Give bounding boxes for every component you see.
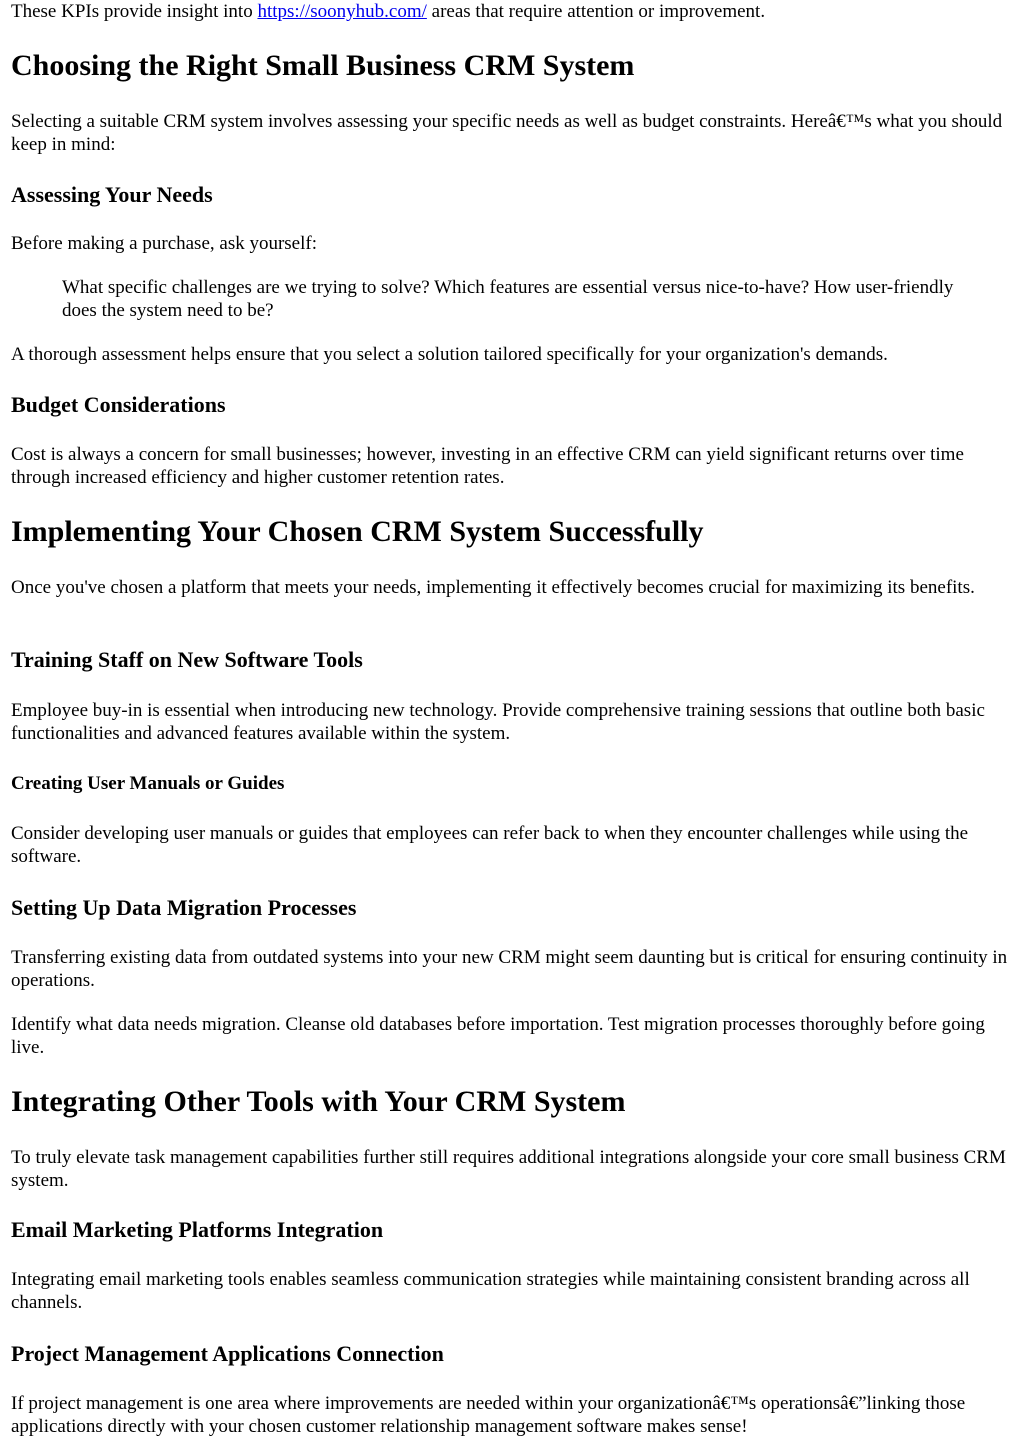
paragraph-user-manuals: Consider developing user manuals or guides that employees can refer back to when they encounter challenges while using the software. <box>11 823 969 867</box>
questions-blockquote: What specific challenges are we trying to solve? Which features are essential versus nice-to-have? How user-friendly does the system need to be? <box>62 277 954 321</box>
paragraph-implementing-crm: Once you've chosen a platform that meets your needs, implementing it effectively becomes crucial for maximizing its benefits. <box>11 577 975 598</box>
paragraph-data-migration-1: Transferring existing data from outdated systems into your new CRM might seem daunting but is critical for ensuring continuity in operations. <box>11 947 1008 991</box>
paragraph-email-marketing: Integrating email marketing tools enables seamless communication strategies while maintaining consistent branding across all channels. <box>11 1269 970 1313</box>
heading-training-staff: Training Staff on New Software Tools <box>11 647 363 672</box>
paragraph-integrating-tools: To truly elevate task management capabilities further still requires additional integrations alongside your core small business CRM system. <box>11 1147 1006 1191</box>
heading-budget-considerations: Budget Considerations <box>11 392 226 417</box>
heading-user-manuals: Creating User Manuals or Guides <box>11 773 285 794</box>
heading-assessing-needs: Assessing Your Needs <box>11 182 213 207</box>
paragraph-budget-considerations: Cost is always a concern for small businesses; however, investing in an effective CRM can yield significant returns over time through increased efficiency and higher customer retention rates. <box>11 444 964 488</box>
paragraph-assessing-needs: Before making a purchase, ask yourself: <box>11 233 318 254</box>
intro-paragraph <box>11 0 1010 23</box>
intro-text-before: These KPIs provide insight into <box>11 1 258 22</box>
heading-data-migration: Setting Up Data Migration Processes <box>11 895 357 920</box>
heading-integrating-tools: Integrating Other Tools with Your CRM System <box>11 1085 626 1118</box>
heading-project-management: Project Management Applications Connection <box>11 1341 444 1366</box>
soonyhub-link[interactable]: https://soonyhub.com/ <box>257 1 427 22</box>
paragraph-choosing-crm: Selecting a suitable CRM system involves assessing your specific needs as well as budget constraints. Hereâ€™s what you should keep in mind: <box>11 111 1003 155</box>
heading-implementing-crm: Implementing Your Chosen CRM System Successfully <box>11 515 704 548</box>
paragraph-training-staff: Employee buy-in is essential when introducing new technology. Provide comprehensive training sessions that outline both basic functionalities and advanced features available within the system. <box>11 700 985 744</box>
heading-choosing-crm: Choosing the Right Small Business CRM System <box>11 49 635 82</box>
heading-email-marketing: Email Marketing Platforms Integration <box>11 1217 384 1242</box>
paragraph-data-migration-2: Identify what data needs migration. Cleanse old databases before importation. Test migration processes thoroughly before going live. <box>11 1014 985 1058</box>
intro-text-after: areas that require attention or improvement. <box>426 1 766 22</box>
paragraph-project-management: If project management is one area where improvements are needed within your organizationâ€™s operationsâ€”linking those applications directly with your chosen customer relationship management software makes sense! <box>11 1393 966 1437</box>
paragraph-assessment-followup: A thorough assessment helps ensure that you select a solution tailored specifically for your organization's demands. <box>11 344 888 365</box>
